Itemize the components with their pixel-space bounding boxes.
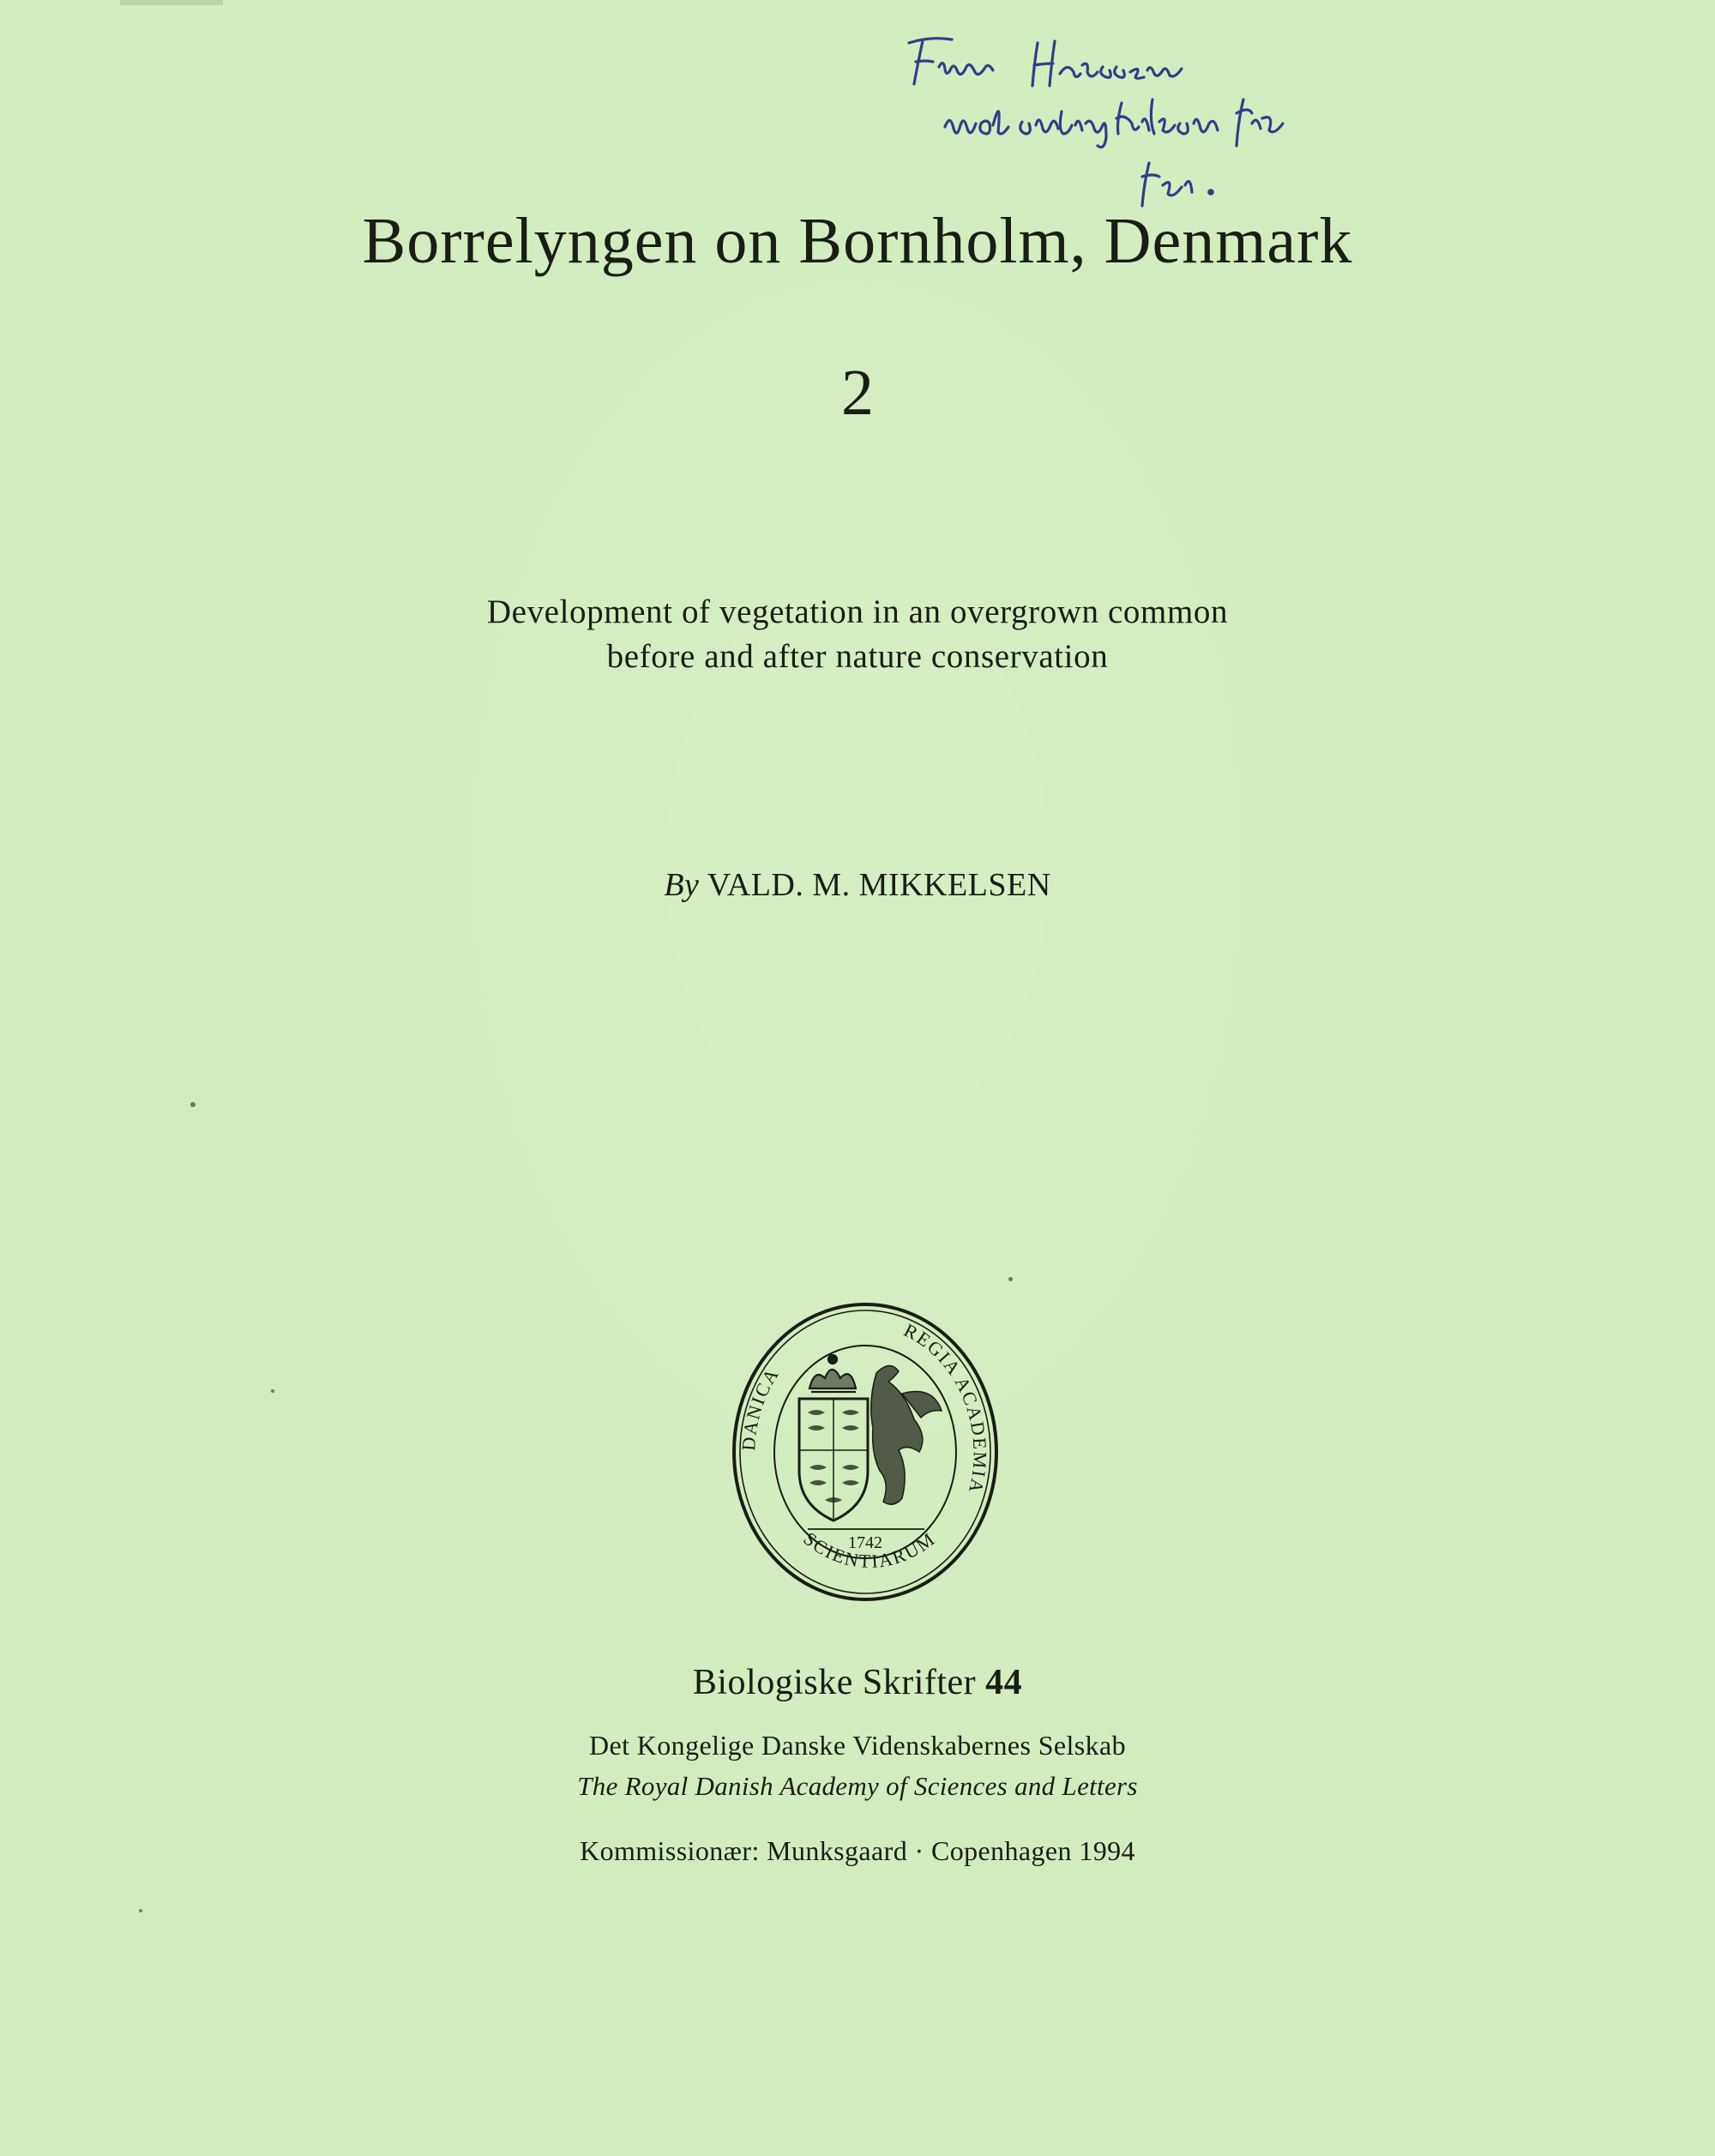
scan-edge-mark	[120, 0, 223, 5]
seal-year: 1742	[848, 1533, 882, 1552]
by-prefix: By	[664, 867, 700, 903]
part-number: 2	[841, 357, 874, 429]
seal-top-text: REGIA ACADEMIA	[900, 1319, 991, 1497]
academy-seal-icon	[731, 1299, 1001, 1604]
publisher-english: The Royal Danish Academy of Sciences and Letters	[577, 1771, 1138, 1801]
series-name: Biologiske Skrifter	[692, 1663, 977, 1702]
imprint-line	[0, 1835, 1715, 1867]
seal-drawing	[731, 1299, 1001, 1604]
seal-left-text: DANICA	[737, 1363, 784, 1452]
paper-speck	[271, 1389, 274, 1393]
cover-title: Borrelyngen on Bornholm, Denmark	[362, 205, 1353, 277]
subtitle-line-2: before and after nature conservation	[606, 638, 1109, 675]
author-byline	[0, 866, 1715, 904]
cover-subtitle	[0, 590, 1715, 679]
paper-speck	[1008, 1277, 1013, 1281]
handwriting-drawing	[892, 17, 1544, 223]
imprint-separator: ·	[914, 1835, 924, 1866]
series-title	[0, 1662, 1715, 1703]
paper-speck	[190, 1102, 196, 1107]
imprint-place-year: Copenhagen 1994	[930, 1835, 1135, 1866]
handwritten-inscription	[892, 17, 1544, 223]
paper-speck	[139, 1909, 142, 1912]
seal-bottom-text: SCIENTIARUM	[799, 1527, 940, 1572]
subtitle-line-1: Development of vegetation in an overgrown common	[486, 593, 1229, 630]
publisher-danish: Det Kongelige Danske Videnskabernes Selskab	[588, 1730, 1127, 1761]
imprint-distributor: Kommissionær: Munksgaard	[580, 1835, 908, 1866]
author-name: VALD. M. MIKKELSEN	[707, 867, 1051, 903]
series-number: 44	[985, 1663, 1023, 1702]
